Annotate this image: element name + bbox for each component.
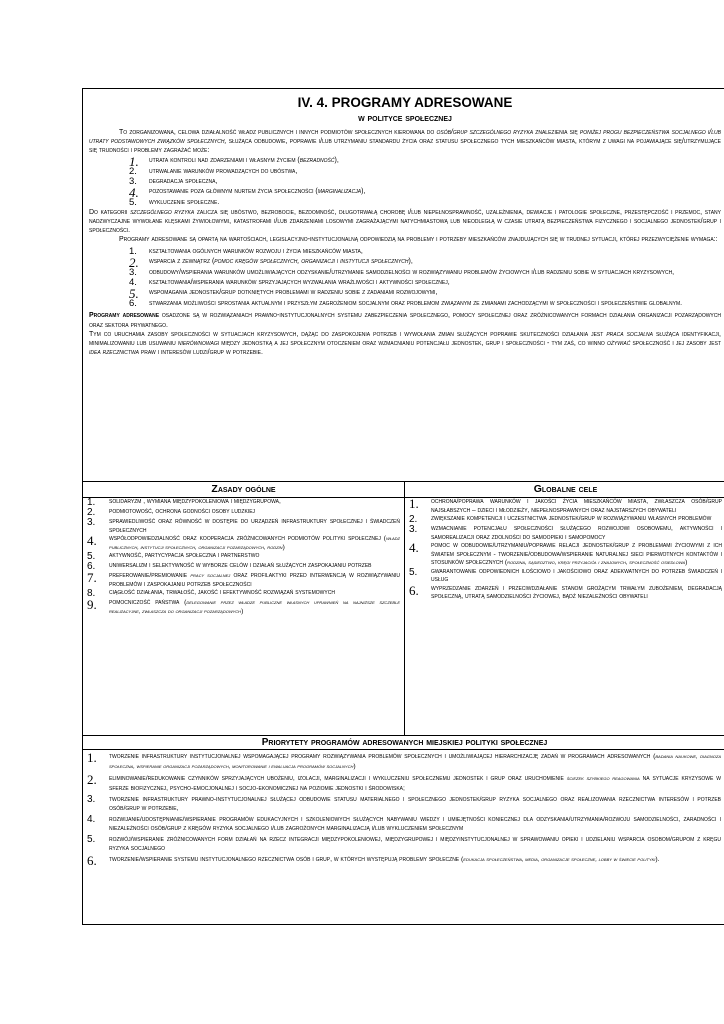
goals-item [409,515,722,525]
item-text: aktywność, partycypacja społeczna i partnerstwo [109,552,260,559]
item-number: 4. [409,540,419,555]
item-number: 8. [87,588,96,599]
principles-item [87,518,400,535]
item-text: kształtowania ogólnych warunków rozwoju i życia mieszkańców miasta, [149,248,363,256]
item-text: stwarzania możliwości sprostania aktualnym i przyszłym zagrożeniom socjalnym oraz problemom związanym ze zmianami zachodzącymi w społeczności i społeczeństwie globalnym. [149,300,683,308]
programs-paragraph: Programy adresowane osadzone są w rozwiązaniach prawno-instytucjonalnych systemu zabezpieczenia społecznego, pomocy społecznej oraz zróżnicowanych formach działania organizacji pozarządowych oraz sektora prywatnego. [89,312,721,329]
item-number: 1. [129,246,137,258]
risk-list [89,153,721,208]
item-number: 4. [129,184,139,200]
item-text: sprawiedliwość oraz równość w dostępie do urządzeń infrastruktury społecznej i świadczeń społecznych [109,518,400,534]
item-text: utrwalanie warunków prowadzących do ubóstwa, [149,167,298,175]
item-number: 4. [87,814,96,825]
principles-column [83,482,405,735]
item-number: 3. [129,175,137,187]
item-text: wsparcia z zewnątrz (pomoc kręgów społecznych, organizacji i instytucji społecznych), [149,258,413,266]
risks-item [89,153,721,169]
principles-list [87,498,400,616]
item-number: 7. [87,570,97,585]
risks-item [89,177,721,187]
final-paragraph: Tym co uruchamia zasoby społeczności w sytuacjach kryzysowych, dążąc do zaspokojenia potrzeb i wywołania zmian służących poprawie skuteczności działania jest praca socjalna służąca identyfikacji, minimalizowaniu lub usuwaniu nierównowagi między jednostką a jej społecznym otoczeniem oraz wzmacnianiu potencjału jednostek, grup i społeczności - tym zaś, co winno ożywiać społeczność i jej zasoby jest idea rzecznictwa praw i interesów ludzi/grup w potrzebie. [89,330,722,357]
document-frame [82,88,724,925]
goals-item [409,582,722,602]
item-number: 5. [87,834,96,845]
item-number: 2. [87,772,97,787]
principles-item [87,552,400,562]
priorities-item [87,774,721,793]
item-number: 1. [87,497,96,508]
intro-section [83,89,724,482]
risks-item [89,167,721,177]
actions-item [89,299,721,309]
item-number: 5. [87,551,96,562]
item-number: 3. [129,267,137,279]
item-number: 1. [129,153,139,169]
item-text: rozwój/wspieranie zróżnicowanych form działań na rzecz integracji międzypokoleniowej, międzygrupowej i międzyinstytucjonalnej w sprawowaniu opieki i udzielaniu wsparcia osobom/grupom z kręgu ryzyka socjalnego [109,836,721,852]
item-text: gwarantowanie odpowiednich ilościowo i jakościowo oraz adekwatnych do potrzeb świadczeń i usług [431,567,722,583]
item-number: 3. [87,794,96,805]
principles-item [87,599,400,616]
item-number: 2. [129,165,137,177]
item-text: ochrona/poprawa warunków i jakości życia mieszkańców miasta, zwłaszcza osób/grup najsłabszych – dzieci i młodzieży, niepełnosprawnych oraz najstarszych obywateli [431,498,722,514]
item-text: podmiotowość, ochrona godności osoby ludzkiej [109,508,256,515]
item-number: 3. [409,524,418,535]
item-text: wyprzedzanie zdarzeń i przeciwdziałanie stanom grożącym trwałym zubożeniem, degradacją społeczną, utratą samodzielności życiowej, bądź niezależności obywateli [431,584,722,600]
item-text: zwiększanie kompetencji i uczestnictwa jednostek/grup w rozwiązywaniu własnych problemów [431,515,712,522]
item-number: 6. [129,298,137,310]
priorities-item [87,835,721,853]
item-text: pozostawanie poza głównym nurtem życia społeczności (marginalizacja), [149,187,366,195]
risk-category-paragraph: Do kategorii szczególnego ryzyka zalicza się ubóstwo, bezrobocie, bezdomność, długotrwałą chorobę i/lub niepełnosprawność, uzależnienia, dewiacje i patologie społeczne, przestępczość i przemoc, stany nadzwyczajne wywołane klęskami żywiołowymi, katastrofami i/lub zdarzeniami losowymi zagrażającymi natychmiastową lub nieodległą w czasie utratą bezpieczeństwa fizycznego i socjalnego jednostek/grup i społeczności. [89,208,722,235]
item-number: 1. [87,750,97,765]
principles-item [87,562,400,572]
item-text: wspomagania jednostek/grup dotkniętych problemami w radzeniu sobie z zadaniami rozwojowymi, [149,289,438,297]
actions-item [89,286,721,302]
item-number: 5. [129,286,139,302]
page-title: IV. 4. PROGRAMY ADRESOWANE [297,95,513,110]
priorities-item [87,855,721,867]
item-text: tworzenie/wspieranie systemu instytucjonalnego rzecznictwa osób i grup, w których występują problemy społeczne (edukacja społeczeństwa, media, organizacje społeczne, lobby w świecie polityki). [109,856,660,863]
goals-item [409,525,722,542]
principles-item [87,498,400,508]
priorities-list [87,752,721,867]
item-text: tworzenie infrastruktury prawno-instytucjonalnej służącej odbudowie statusu materialnego i społecznego jednostek/grup ryzyka socjalnego oraz realizowania rzecznictwa interesów i potrzeb osób/grup w potrzebie, [109,796,721,812]
item-number: 6. [87,853,97,868]
actions-item [89,247,721,257]
item-number: 6. [87,561,96,572]
item-text: uniwersalizm i selektywność w wyborze celów i działań służących zaspokajaniu potrzeb [109,562,372,569]
item-text: wykluczenie społeczne. [149,198,220,206]
item-text: eliminowanie/redukowanie czynników sprzyjających ubożeniu, izolacji, marginalizacji i wykluczeniu społecznemu jednostek i grup oraz uruchomienie ścieżek szybkiego reagowania na sytuacje kryzysowe w sferze biofizycznej, psycho-emocjonalnej i socjo-ekonomicznej na poziomie jednostki i środowiska; [109,775,721,792]
principles-item [87,572,400,589]
goals-header: Globalne cele [405,483,724,498]
item-number: 2. [409,514,418,525]
item-number: 6. [409,582,419,598]
item-text: kształtowania/wspierania warunków sprzyjających wyzwalania wrażliwości i aktywności społecznej, [149,279,450,287]
item-text: utrata kontroli nad zdarzeniami i własnym życiem (bezradność), [149,156,339,164]
item-number: 3. [87,517,96,528]
item-text: pomocniczość państwa (delegowanie przez władze publiczne własnych uprawnień na najniższe szczeble realizacyjne, zwłaszcza do organizacji pozarządowych) [109,599,400,615]
item-text: odbudowy/wspierania warunków umożliwiających odzyskanie/utrzymanie samodzielności w rozwiązywaniu problemów życiowych i/lub radzeniu sobie w sytuacjach kryzysowych, [149,269,675,277]
principles-goals-section [83,482,724,736]
risks-item [89,184,721,200]
action-list [89,247,721,309]
item-text: preferowanie/premiowanie pracy socjalnej oraz profilaktyki przed interwencją w rozwiązywaniu problemów i zaspokajaniu potrzeb społeczności [109,572,400,588]
priorities-item [87,815,721,833]
principles-item [87,535,400,552]
item-text: rozwijanie/udostępnianie/wspieranie programów edukacyjnych i szkoleniowych służących nabywaniu wiedzy i umiejętności koniecznej dla odzyskania/utrzymania/rozwoju samodzielności, zaradności i niezależności osób/grup z kręgów ryzyka socjalnego i/lub zagrożonych marginalizacją i/lub wykluczeniem społecznym [109,816,721,832]
item-text: wzmacnianie potencjału społeczności służącego rozwojowi osobowemu, aktywności i samorealizacji oraz zdolności do samoopieki i samopomocy [431,525,722,541]
actions-item [89,255,721,271]
actions-item [89,268,721,278]
item-text: tworzenie infrastruktury instytucjonalnej wspomagającej programy rozwiązywania problemów społecznych i umożliwiającej hierarchizację zadań w programach adresowanych (badania naukowe, diagnoza społeczna, wspieranie organizacji pozarządowych, monitorowanie i ewaluacja programów socjalnych) [109,753,722,770]
principles-item [87,589,400,599]
goals-item [409,542,722,568]
item-number: 5. [409,566,418,578]
item-text: pomoc w odbudowie/utrzymaniu/poprawie relacji jednostek/grup z problemami życiowymi z ich światem społecznym - tworzenie/odbudowa/wspieranie naturalnej sieci pierwotnych kontaktów i stosunków społecznych (rodzina, sąsiedztwo, kręgi przyjaciół i znajomych, społeczność osiedlowa) [431,542,722,566]
item-number: 2. [129,255,139,271]
item-text: współodpowiedzialność oraz kooperacja zróżnicowanych podmiotów polityki społecznej (władz publicznych, instytucji społecznych, organizacji pozarządowych, rodzin) [109,535,400,551]
principles-item [87,508,400,518]
principles-header: Zasady ogólne [83,483,404,498]
item-text: solidaryzm , wymiana międzypokoleniowa i międzygrupowa, [109,498,281,505]
item-number: 4. [129,277,137,289]
goals-column [405,482,724,735]
goals-list [409,498,722,602]
intro-paragraph: To zorganizowana, celowa działalność władz publicznych i innych podmiotów społecznych kierowana do osób/grup szczególnego ryzyka znalezienia się poniżej progu bezpieczeństwa socjalnego i/lub utraty podstawowych związków społecznych, służąca odbudowie, poprawie i/lub utrzymaniu standardu życia oraz statusu społecznego tych mieszkańców miasta, którym z uwagi na pojawiające się/utrzymujące się trudności i problemy zagrażać może: [89,129,721,155]
item-text: degradacja społeczna, [149,177,218,185]
item-text: ciągłość działania, trwałość, jakość i efektywność rozwiązań systemowych [109,589,335,596]
item-number: 9. [87,597,97,612]
item-number: 4. [87,533,97,548]
values-paragraph: Programy adresowane są opartą na wartościach, legislacyjno-instytucjonalną odpowiedzią na problemy i potrzeby mieszkańców znajdujących się w trudnej sytuacji, której przezwyciężenie wymaga:: [119,236,718,244]
priorities-item [87,795,721,813]
priorities-section [83,736,724,867]
page-subtitle: w polityce społecznej [358,113,452,124]
goals-item [409,568,722,585]
risks-item [89,198,721,208]
goals-item [409,498,722,515]
item-number: 5. [129,196,137,208]
priorities-header: Priorytety programów adresowanych miejskiej polityki społecznej [83,736,724,750]
item-number: 1. [409,496,419,511]
priorities-item [87,752,721,772]
actions-item [89,278,721,288]
item-number: 2. [87,507,96,518]
